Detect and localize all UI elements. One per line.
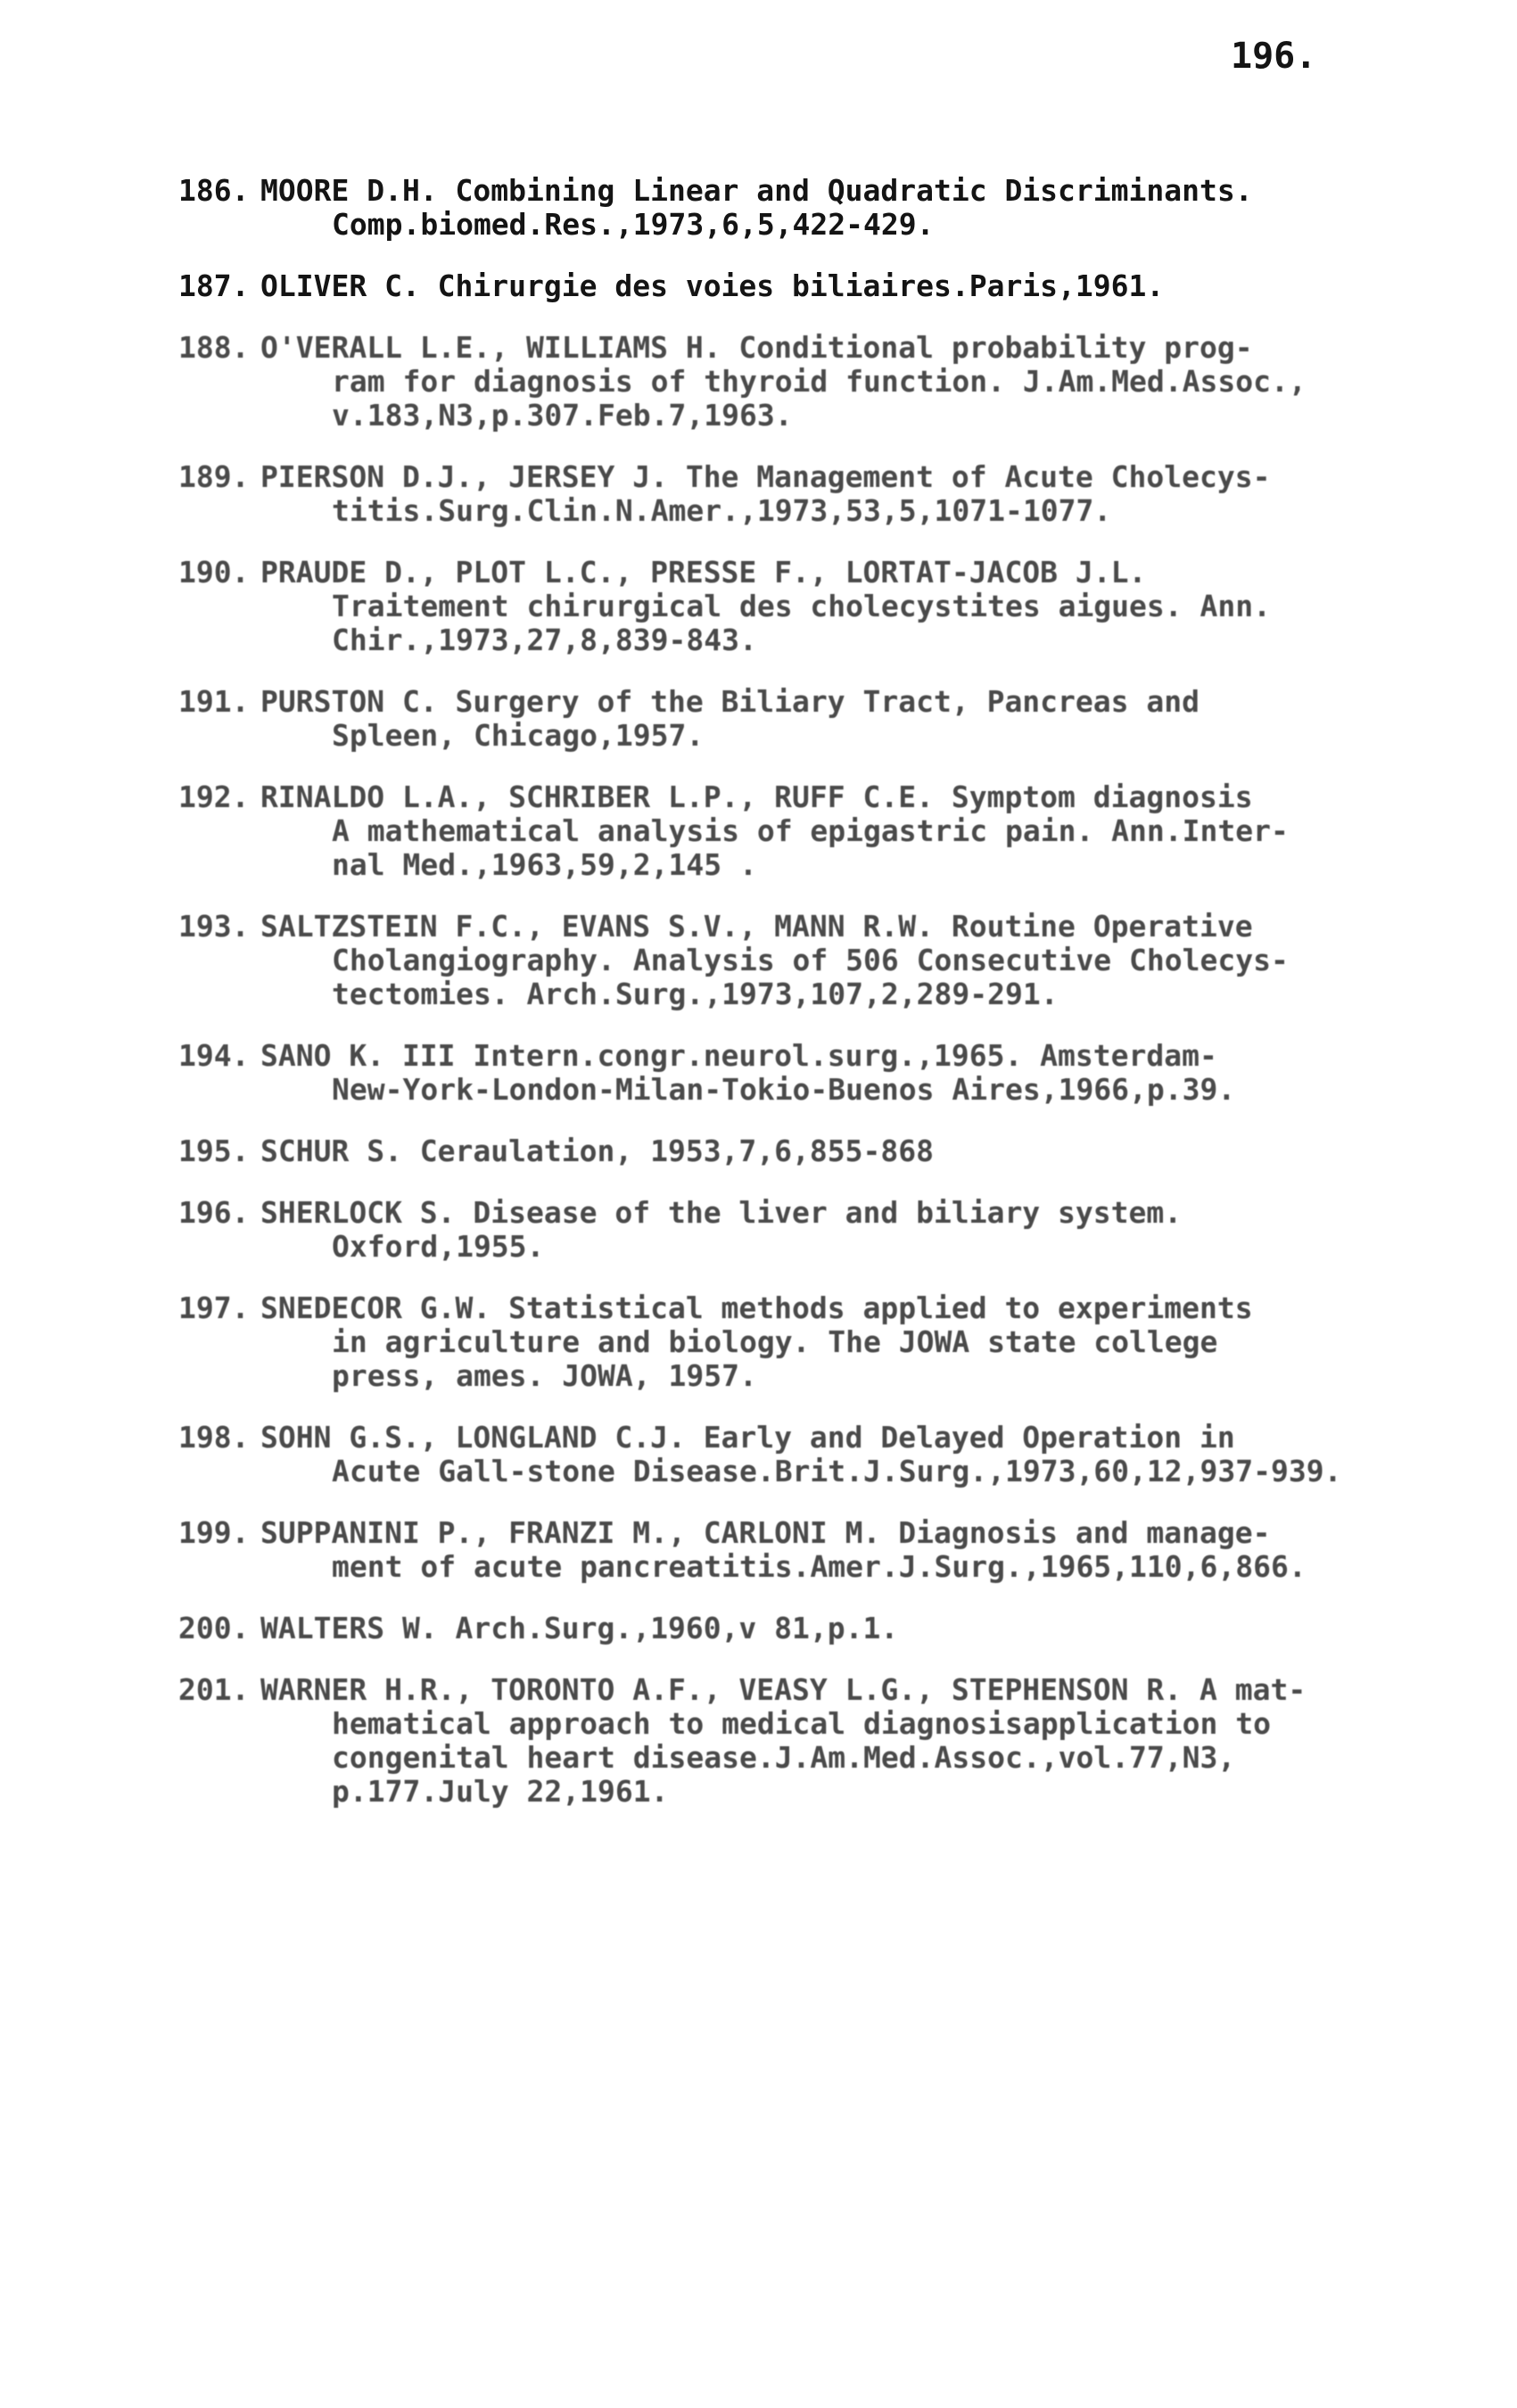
reference-text	[260, 910, 1427, 1011]
reference-line: SALTZSTEIN F.C., EVANS S.V., MANN R.W. Routine Operative	[260, 909, 1253, 944]
reference-line: RINALDO L.A., SCHRIBER L.P., RUFF C.E. Symptom diagnosis	[260, 779, 1253, 814]
reference-text	[260, 460, 1427, 528]
reference-line: Acute Gall-stone Disease.Brit.J.Surg.,1973,60,12,937-939.	[332, 1454, 1342, 1489]
reference-line: PURSTON C. Surgery of the Biliary Tract, Pancreas and	[260, 684, 1200, 719]
reference-number: 189.	[178, 459, 250, 494]
reference-line: Oxford,1955.	[332, 1229, 545, 1264]
reference-line: tectomies. Arch.Surg.,1973,107,2,289-291.	[332, 977, 1059, 1011]
reference-line: Chir.,1973,27,8,839-843.	[332, 623, 757, 657]
reference-line: SCHUR S. Ceraulation, 1953,7,6,855-868	[260, 1134, 934, 1168]
reference-item	[178, 1612, 1427, 1645]
reference-item	[178, 1421, 1427, 1489]
reference-number: 199.	[178, 1515, 250, 1550]
reference-item	[178, 174, 1427, 242]
reference-item	[178, 331, 1427, 433]
reference-item	[178, 1516, 1427, 1584]
reference-list	[178, 174, 1427, 1836]
reference-line: SANO K. III Intern.congr.neurol.surg.,1965. Amsterdam-	[260, 1038, 1217, 1073]
reference-number: 190.	[178, 555, 250, 590]
reference-text	[260, 685, 1427, 753]
reference-line: ram for diagnosis of thyroid function. J.Am.Med.Assoc.,	[332, 364, 1307, 399]
reference-number: 192.	[178, 779, 250, 814]
reference-line: New-York-London-Milan-Tokio-Buenos Aires,1966,p.39.	[332, 1072, 1236, 1107]
reference-line: PRAUDE D., PLOT L.C., PRESSE F., LORTAT-JACOB J.L.	[260, 555, 1147, 590]
reference-text	[260, 780, 1427, 882]
reference-line: SNEDECOR G.W. Statistical methods applied to experiments	[260, 1291, 1253, 1325]
reference-item	[178, 1039, 1427, 1107]
reference-item	[178, 1291, 1427, 1393]
reference-line: A mathematical analysis of epigastric pain. Ann.Inter-	[332, 813, 1289, 848]
reference-line: WALTERS W. Arch.Surg.,1960,v 81,p.1.	[260, 1611, 899, 1645]
reference-number: 193.	[178, 909, 250, 944]
reference-item	[178, 1134, 1427, 1168]
reference-line: ment of acute pancreatitis.Amer.J.Surg.,1965,110,6,866.	[332, 1549, 1307, 1584]
reference-item	[178, 1673, 1427, 1809]
reference-line: congenital heart disease.J.Am.Med.Assoc.,vol.77,N3,	[332, 1740, 1236, 1775]
reference-line: nal Med.,1963,59,2,145 .	[332, 847, 757, 882]
reference-item	[178, 910, 1427, 1011]
reference-item	[178, 780, 1427, 882]
reference-line: Spleen, Chicago,1957.	[332, 718, 705, 753]
reference-line: p.177.July 22,1961.	[332, 1774, 669, 1809]
reference-line: MOORE D.H. Combining Linear and Quadratic Discriminants.	[260, 173, 1253, 208]
reference-text	[260, 1673, 1427, 1809]
reference-item	[178, 556, 1427, 657]
reference-text	[260, 1291, 1427, 1393]
reference-text	[260, 1134, 1427, 1168]
reference-line: hematical approach to medical diagnosisapplication to	[332, 1706, 1271, 1741]
reference-line: Comp.biomed.Res.,1973,6,5,422-429.	[332, 207, 935, 242]
reference-number: 201.	[178, 1672, 250, 1707]
reference-line: Traitement chirurgical des cholecystites aigues. Ann.	[332, 589, 1271, 623]
reference-line: Cholangiography. Analysis of 506 Consecutive Cholecys-	[332, 943, 1289, 977]
reference-number: 186.	[178, 173, 250, 208]
reference-number: 188.	[178, 330, 250, 365]
reference-line: in agriculture and biology. The JOWA state college	[332, 1324, 1218, 1359]
reference-line: OLIVER C. Chirurgie des voies biliaires.Paris,1961.	[260, 268, 1165, 303]
reference-text	[260, 331, 1427, 433]
reference-number: 187.	[178, 268, 250, 303]
reference-line: SHERLOCK S. Disease of the liver and biliary system.	[260, 1195, 1183, 1230]
reference-text	[260, 1612, 1427, 1645]
reference-text	[260, 1196, 1427, 1264]
reference-line: SOHN G.S., LONGLAND C.J. Early and Delayed Operation in	[260, 1420, 1235, 1455]
reference-text	[260, 556, 1427, 657]
reference-text	[260, 269, 1427, 303]
page-number: 196.	[1231, 36, 1317, 77]
reference-number: 191.	[178, 684, 250, 719]
reference-text	[260, 1516, 1427, 1584]
reference-line: press, ames. JOWA, 1957.	[332, 1358, 757, 1393]
reference-item	[178, 1196, 1427, 1264]
reference-number: 200.	[178, 1611, 250, 1645]
reference-item	[178, 269, 1427, 303]
reference-line: v.183,N3,p.307.Feb.7,1963.	[332, 398, 793, 433]
reference-line: WARNER H.R., TORONTO A.F., VEASY L.G., STEPHENSON R. A mat-	[260, 1672, 1307, 1707]
reference-text	[260, 1421, 1427, 1489]
reference-item	[178, 685, 1427, 753]
reference-line: PIERSON D.J., JERSEY J. The Management of Acute Cholecys-	[260, 459, 1271, 494]
reference-item	[178, 460, 1427, 528]
reference-line: O'VERALL L.E., WILLIAMS H. Conditional probability prog-	[260, 330, 1253, 365]
reference-line: SUPPANINI P., FRANZI M., CARLONI M. Diagnosis and manage-	[260, 1515, 1271, 1550]
reference-text	[260, 174, 1427, 242]
reference-line: titis.Surg.Clin.N.Amer.,1973,53,5,1071-1077.	[332, 493, 1112, 528]
reference-number: 194.	[178, 1038, 250, 1073]
reference-number: 195.	[178, 1134, 250, 1168]
reference-text	[260, 1039, 1427, 1107]
reference-number: 198.	[178, 1420, 250, 1455]
reference-number: 197.	[178, 1291, 250, 1325]
reference-number: 196.	[178, 1195, 250, 1230]
